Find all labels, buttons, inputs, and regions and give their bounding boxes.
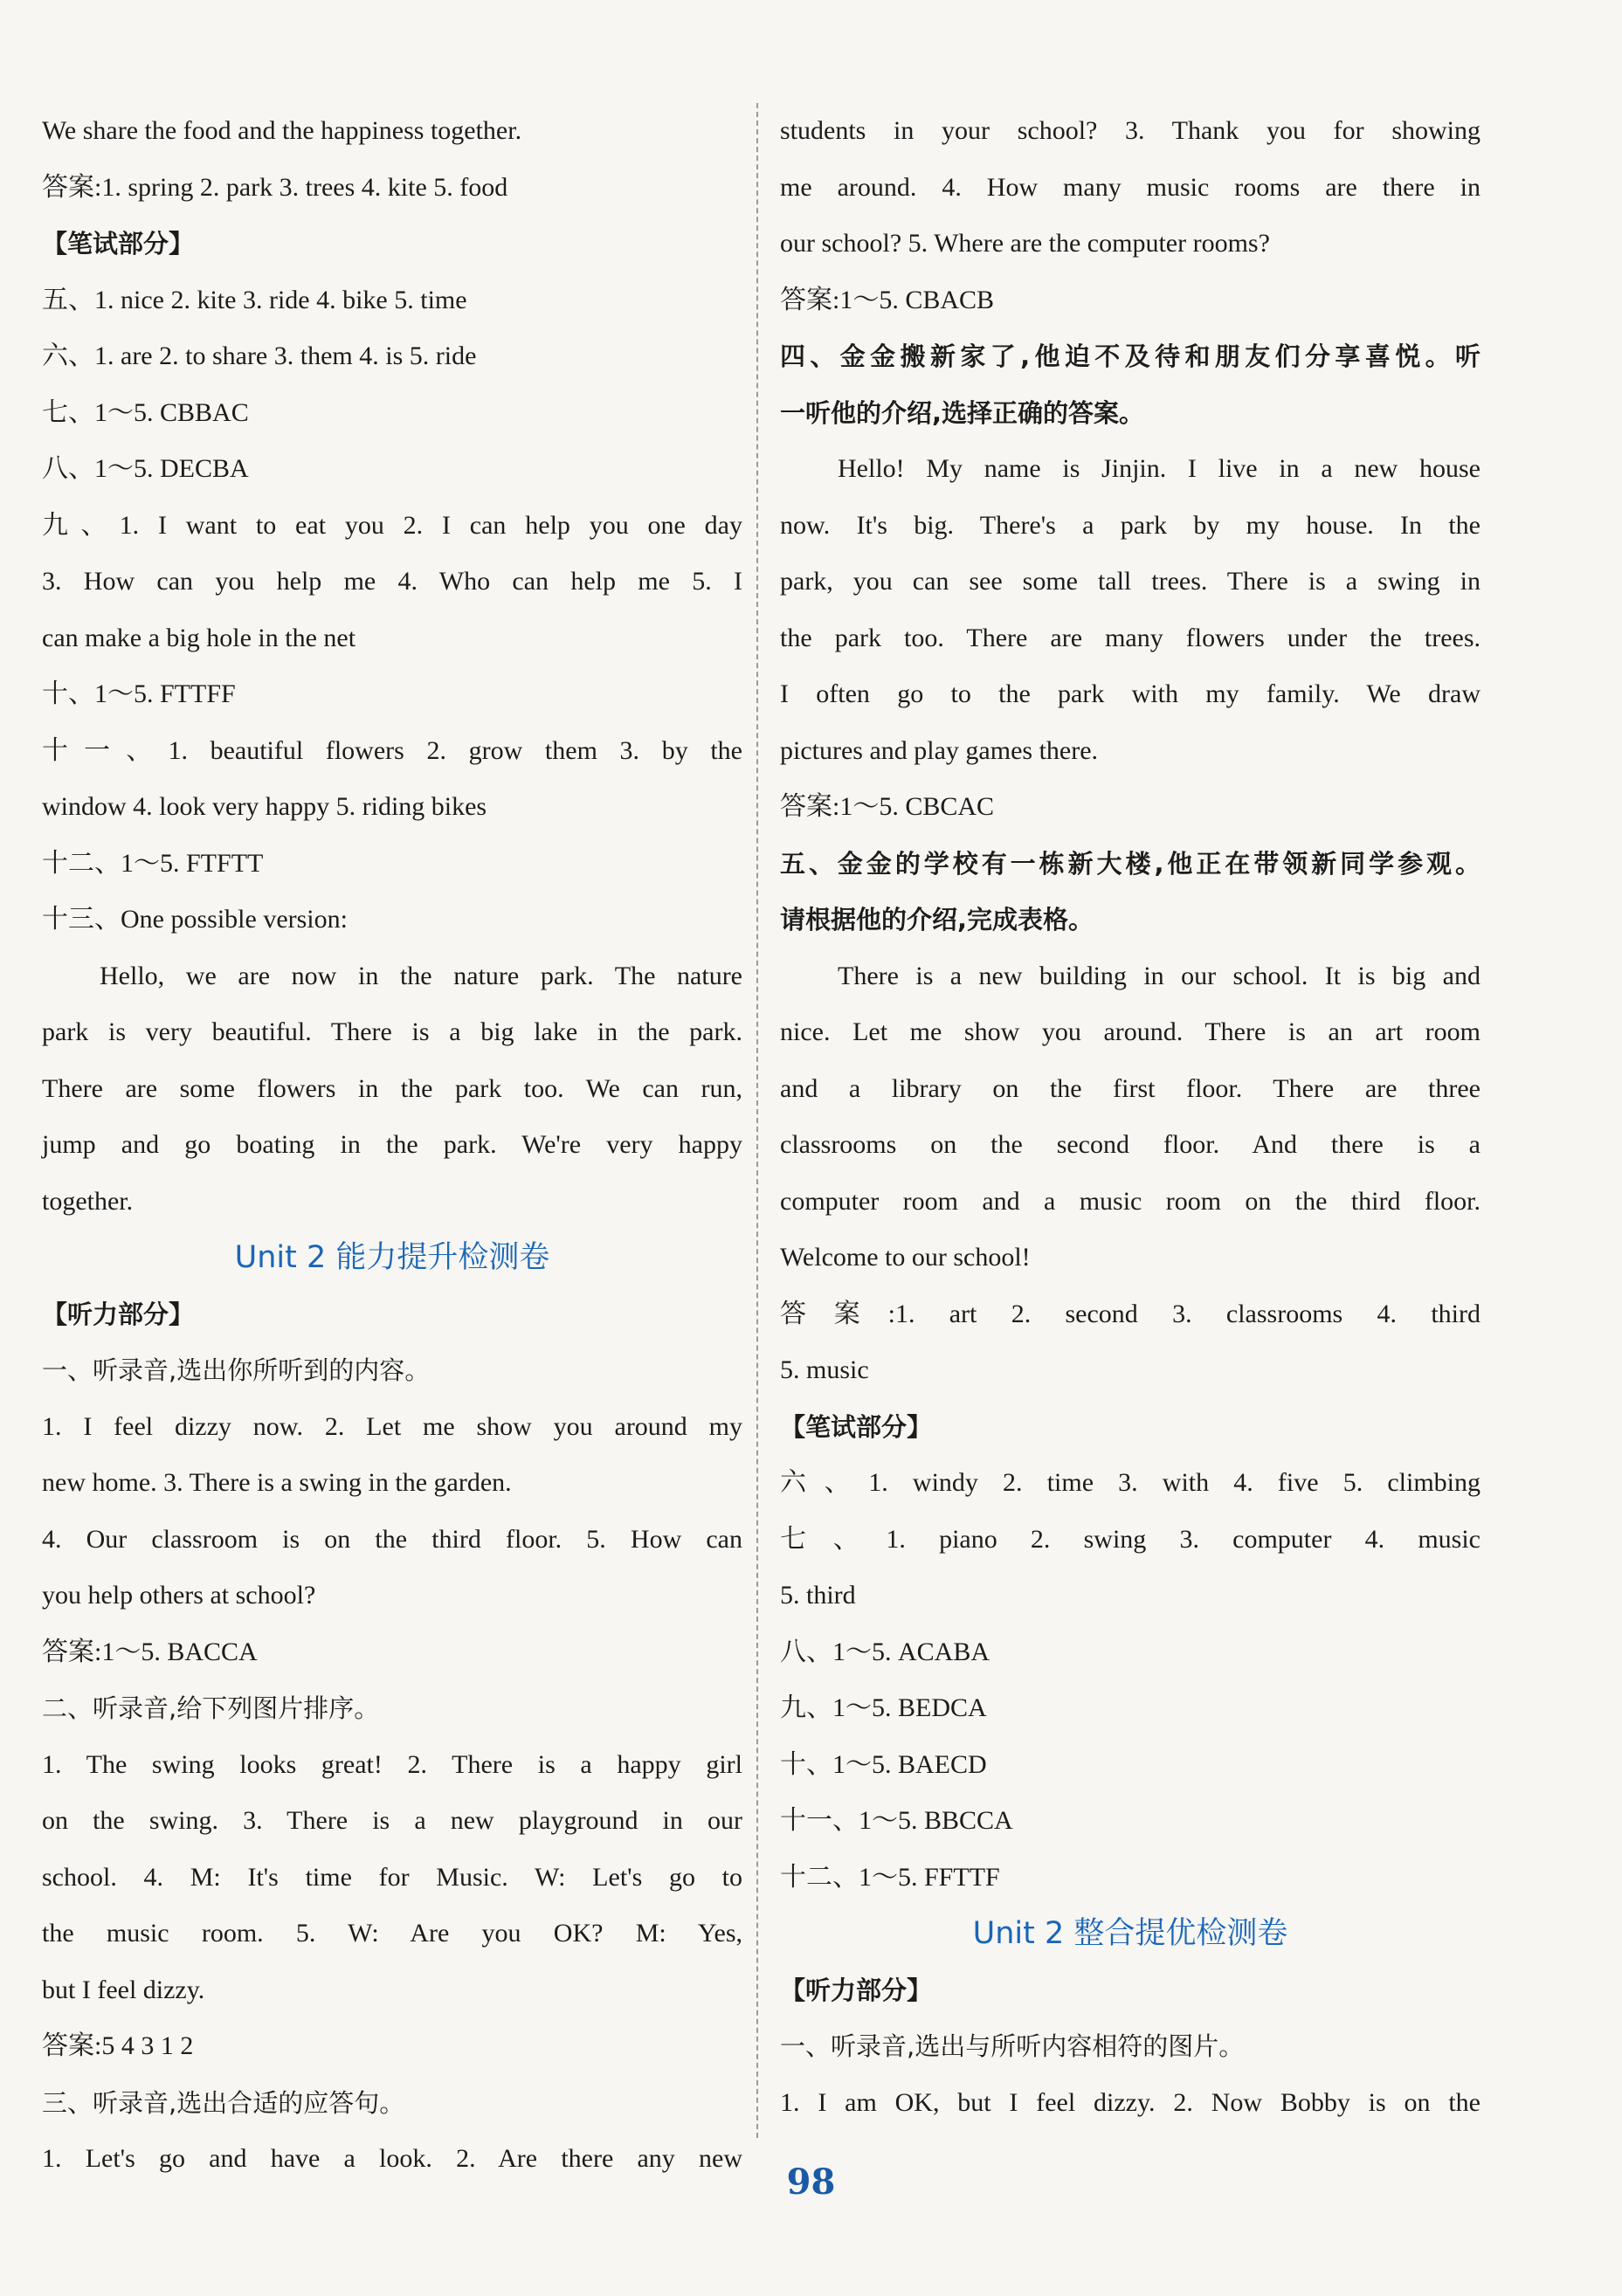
right-column (780, 103, 1481, 2131)
section-heading: 一听他的介绍,选择正确的答案。 (780, 397, 1145, 428)
text-line: 八、1～5. ACABA (780, 1637, 990, 1666)
text-line: 1. The swing looks great! 2. There is a happy girl (42, 1749, 742, 1779)
section-heading: 【听力部分】 (42, 1299, 195, 1329)
text-line: computer room and a music room on the third floor. (780, 1186, 1481, 1216)
text-line: There are some flowers in the park too. We can run, (42, 1073, 742, 1103)
question-heading: 一、听录音,选出你所听到的内容。 (42, 1355, 431, 1385)
unit-title: Unit 2 能力提升检测卷 (234, 1240, 550, 1275)
question-heading: 二、听录音,给下列图片排序。 (42, 1693, 380, 1723)
text-line: 七、1～5. CBBAC (42, 397, 249, 427)
text-line: 1. I feel dizzy now. 2. Let me show you around my (42, 1411, 742, 1441)
section-heading: 四、金金搬新家了,他迫不及待和朋友们分享喜悦。听 (780, 341, 1481, 371)
text-line: I often go to the park with my family. We draw (780, 679, 1481, 708)
text-line: 答案:1～5. BACCA (42, 1637, 258, 1666)
unit-title: Unit 2 整合提优检测卷 (972, 1916, 1288, 1951)
text-line: me around. 4. How many music rooms are there in (780, 172, 1481, 202)
text-line: 九、1～5. BEDCA (780, 1693, 987, 1722)
text-line: now. It's big. There's a park by my house. In the (780, 510, 1481, 540)
text-line: 十二、1～5. FTFTT (42, 848, 264, 878)
text-line: We share the food and the happiness together. (42, 116, 522, 145)
text-line: classrooms on the second floor. And there is a (780, 1130, 1481, 1159)
text-line: you help others at school? (42, 1581, 316, 1610)
text-line: 七、1. piano 2. swing 3. computer 4. music (780, 1524, 1481, 1554)
question-heading: 一、听录音,选出与所听内容相符的图片。 (780, 2031, 1245, 2061)
text-line: Welcome to our school! (780, 1243, 1031, 1272)
text-line: but I feel dizzy. (42, 1975, 205, 2004)
text-line: window 4. look very happy 5. riding bikes (42, 792, 487, 821)
text-line: 六、1. windy 2. time 3. with 4. five 5. climbing (780, 1468, 1481, 1497)
text-line: 3. How can you help me 4. Who can help me 5. I (42, 567, 742, 596)
column-divider (756, 103, 758, 2138)
text-line: 5. third (780, 1581, 856, 1610)
section-heading: 【笔试部分】 (780, 1411, 933, 1442)
text-line: 答案:1～5. CBACB (780, 285, 995, 314)
text-line: 4. Our classroom is on the third floor. 5. How can (42, 1524, 742, 1554)
text-line: our school? 5. Where are the computer rooms? (780, 229, 1270, 258)
text-line: 十一、1. beautiful flowers 2. grow them 3. by the (42, 735, 742, 765)
text-line: school. 4. M: It's time for Music. W: Let's go to (42, 1862, 742, 1892)
page-number: 98 (786, 2162, 836, 2203)
text-line: 十三、One possible version: (42, 905, 348, 934)
paragraph-line: Hello, we are now in the nature park. The nature (100, 961, 742, 990)
text-line: park is very beautiful. There is a big lake in the park. (42, 1017, 742, 1046)
text-line: 1. I am OK, but I feel dizzy. 2. Now Bobby is on the (780, 2087, 1481, 2117)
text-line: 十二、1～5. FFTTF (780, 1862, 1000, 1892)
text-line: the park too. There are many flowers under the trees. (780, 623, 1481, 652)
text-line: 六、1. are 2. to share 3. them 4. is 5. ride (42, 341, 477, 370)
section-heading: 请根据他的介绍,完成表格。 (780, 905, 1094, 934)
text-line: 八、1～5. DECBA (42, 454, 249, 483)
text-line: 五、1. nice 2. kite 3. ride 4. bike 5. time (42, 285, 467, 314)
text-line: 答案:5 4 3 1 2 (42, 2031, 194, 2060)
text-line: 九、1. I want to eat you 2. I can help you one day (42, 510, 742, 540)
question-heading: 三、听录音,选出合适的应答句。 (42, 2087, 405, 2118)
text-line: park, you can see some tall trees. There is a swing in (780, 567, 1481, 596)
text-line: 5. music (780, 1355, 869, 1384)
section-heading: 五、金金的学校有一栋新大楼,他正在带领新同学参观。 (780, 848, 1481, 879)
text-line: the music room. 5. W: Are you OK? M: Yes, (42, 1919, 742, 1948)
text-line: 十一、1～5. BBCCA (780, 1806, 1013, 1835)
left-column (42, 103, 742, 2188)
text-line: 1. Let's go and have a look. 2. Are there any new (42, 2144, 742, 2173)
text-line: 十、1～5. FTTFF (42, 679, 236, 708)
text-line: 答案:1～5. CBCAC (780, 792, 995, 821)
text-line: together. (42, 1186, 134, 1216)
text-line: students in your school? 3. Thank you for showing (780, 116, 1481, 145)
paragraph-line: There is a new building in our school. It is big and (838, 961, 1481, 990)
text-line: pictures and play games there. (780, 735, 1099, 765)
text-line: on the swing. 3. There is a new playground in our (42, 1806, 742, 1835)
text-line: can make a big hole in the net (42, 623, 356, 652)
text-line: jump and go boating in the park. We're very happy (42, 1130, 742, 1159)
text-line: 答案:1. art 2. second 3. classrooms 4. third (780, 1299, 1481, 1328)
section-heading: 【听力部分】 (780, 1975, 933, 2005)
paragraph-line: Hello! My name is Jinjin. I live in a new house (838, 454, 1481, 483)
text-line: and a library on the first floor. There are three (780, 1073, 1481, 1103)
text-line: nice. Let me show you around. There is an art room (780, 1017, 1481, 1046)
text-line: 答案:1. spring 2. park 3. trees 4. kite 5. food (42, 172, 508, 202)
text-line: new home. 3. There is a swing in the garden. (42, 1468, 512, 1497)
section-heading: 【笔试部分】 (42, 229, 195, 259)
text-line: 十、1～5. BAECD (780, 1749, 987, 1779)
